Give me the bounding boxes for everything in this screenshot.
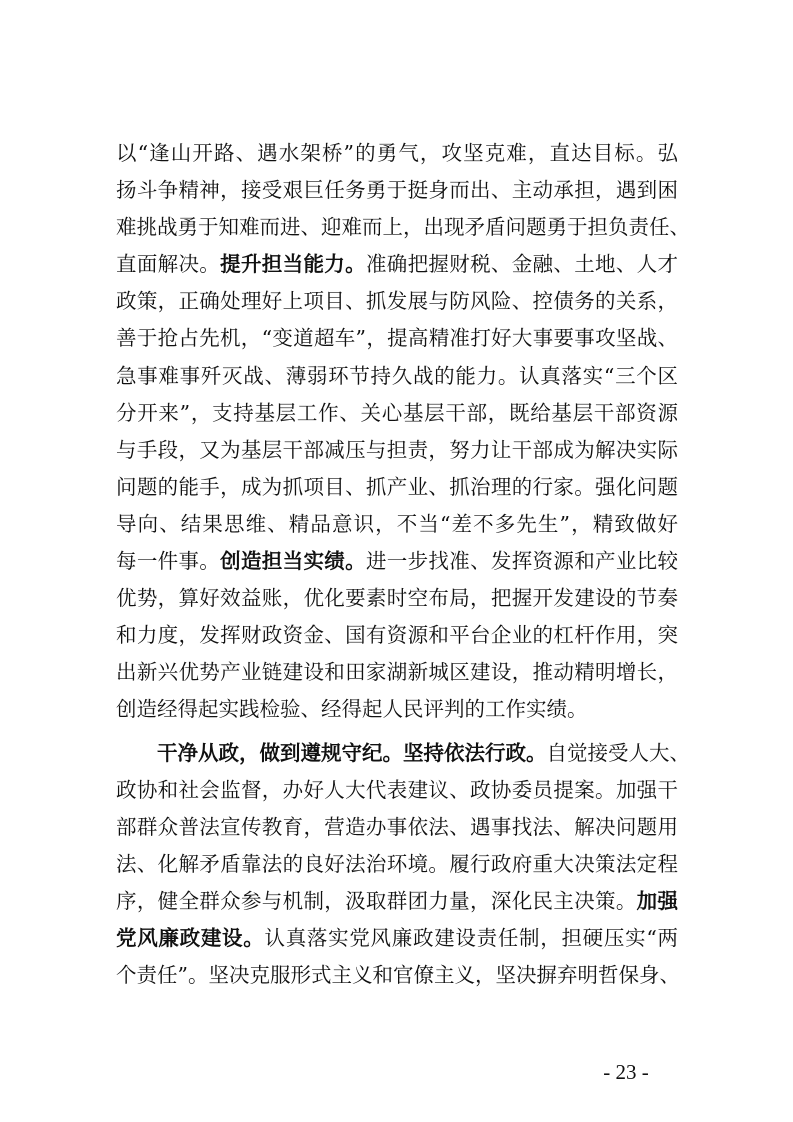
body-text [116,135,690,994]
text-segment: 法、化解矛盾靠法的良好法治环境。履行政府重大决策法定程 [116,851,678,876]
text-segment: 每一件事。 [116,549,221,574]
text-line [116,543,678,580]
text-line [116,654,678,691]
text-line [116,395,678,432]
text-segment: 优势，算好效益账，优化要素时空布局，把握开发建设的节奏 [116,586,678,611]
text-segment: 与手段，又为基层干部减压与担责，努力让干部成为解决实际 [116,437,678,462]
page-number: - 23 - [603,1060,649,1084]
text-segment: 自觉接受人大、 [546,740,690,765]
text-line [116,957,678,994]
text-line [116,920,678,957]
text-line [116,617,678,654]
text-line [116,735,690,772]
text-line [116,809,678,846]
text-line [116,432,678,469]
text-segment: 部群众普法宣传教育，营造办事依法、遇事找法、解决问题用 [116,814,678,839]
text-segment: 进一步找准、发挥资源和产业比较 [365,549,679,574]
text-segment: 以“逢山开路、遇水架桥”的勇气，攻坚克难，直达目标。弘 [116,141,678,165]
text-segment: 政协和社会监督，办好人大代表建议、政协委员提案。加强干 [116,777,678,802]
text-segment: 难挑战勇于知难而进、迎难而上，出现矛盾问题勇于担负责任、 [116,215,690,240]
text-segment: 创造经得起实践检验、经得起人民评判的工作实绩。 [116,697,588,722]
text-line [116,209,690,246]
text-line [116,883,678,920]
text-line [116,246,678,283]
text-segment: 政策，正确处理好上项目、抓发展与防风险、控债务的关系， [116,289,678,314]
text-line [116,506,678,543]
text-segment: 扬斗争精神，接受艰巨任务勇于挺身而出、主动承担，遇到困 [116,178,678,203]
text-line [116,283,678,320]
bold-heading-text: 坚持依法行政。 [403,740,547,765]
bold-heading-text: 党风廉政建设。 [116,925,265,950]
text-line [116,358,678,395]
text-line [116,172,678,209]
text-segment: 认真落实党风廉政建设责任制，担硬压实“两 [264,925,679,950]
text-segment: 导向、结果思维、精品意识，不当“差不多先生”，精致做好 [116,511,678,536]
text-line [116,691,678,728]
text-segment: 直面解决。 [116,252,221,277]
text-line [116,846,678,883]
text-segment: 问题的能手，成为抓项目、抓产业、抓治理的行家。强化问题 [116,474,678,499]
bold-heading-text: 加强 [636,888,678,913]
text-segment: 个责任”。坚决克服形式主义和官僚主义，坚决摒弃明哲保身、 [116,963,680,988]
text-segment: 出新兴优势产业链建设和田家湖新城区建设，推动精明增长， [116,660,678,685]
text-segment: 急事难事歼灭战、薄弱环节持久战的能力。认真落实“三个区 [116,363,678,388]
text-line [116,469,678,506]
text-segment: 序，健全群众参与机制，汲取群团力量，深化民主决策。 [116,888,637,913]
text-segment: 准确把握财税、金融、土地、人才 [365,252,679,277]
bold-heading-text: 提升担当能力。 [220,252,366,277]
text-line [116,320,678,357]
text-line [116,135,678,172]
text-line [116,772,678,809]
text-segment: 分开来”，支持基层工作、关心基层干部，既给基层干部资源 [116,400,678,425]
text-segment: 善于抢占先机，“变道超车”，提高精准打好大事要事攻坚战、 [116,326,678,351]
text-line [116,580,678,617]
bold-heading-text: 干净从政，做到遵规守纪。 [157,740,403,765]
bold-heading-text: 创造担当实绩。 [220,549,366,574]
text-segment: 和力度，发挥财政资金、国有资源和平台企业的杠杆作用，突 [116,623,678,648]
